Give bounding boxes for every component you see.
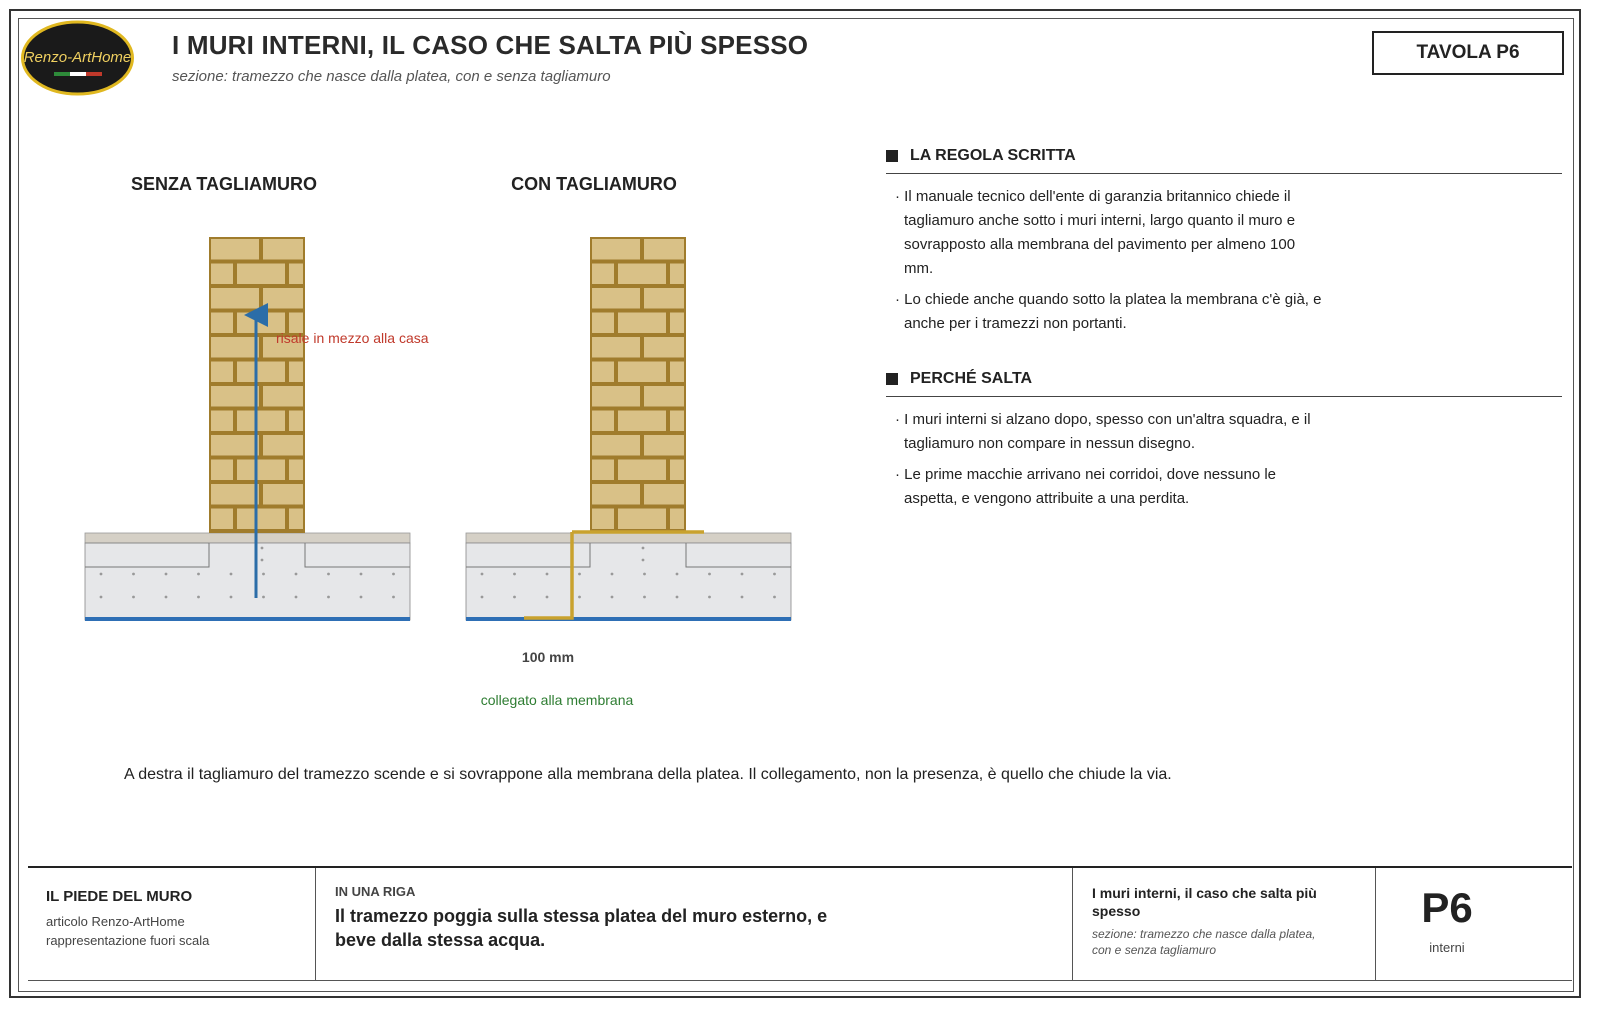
right-screed (466, 533, 791, 543)
brick (592, 435, 640, 456)
aggregate-dot (642, 547, 645, 550)
brick (289, 264, 303, 285)
brick (670, 460, 684, 481)
aggregate-dot (360, 573, 363, 576)
brick (211, 313, 233, 334)
section-heading-text: PERCHÉ SALTA (910, 370, 1033, 387)
bullet-item: · I muri interni si alzano dopo, spesso con un'altra squadra, e il tagliamuro non compare in nessun disegno. (895, 411, 1311, 452)
brick (263, 435, 303, 456)
brick (263, 288, 303, 309)
brick (592, 337, 640, 358)
brick (289, 411, 303, 432)
brick (263, 484, 303, 505)
page-title: I MURI INTERNI, IL CASO CHE SALTA PIÙ SPESSO (172, 30, 809, 60)
aggregate-dot (578, 573, 581, 576)
brick (670, 362, 684, 383)
aggregate-dot (262, 596, 265, 599)
brick (592, 362, 614, 383)
section-rule (886, 396, 1562, 397)
bullet-item: · Le prime macchie arrivano nei corridoi, dove nessuno le aspetta, e vengono attribuite a una perdita. (895, 466, 1277, 507)
brick (670, 264, 684, 285)
aggregate-dot (676, 596, 679, 599)
footer-divider (1072, 868, 1073, 980)
dimension-label: 100 mm (521, 649, 575, 665)
aggregate-dot (165, 573, 168, 576)
logo-text: Renzo-ArtHome (23, 49, 132, 66)
brick (618, 362, 666, 383)
aggregate-dot (481, 596, 484, 599)
aggregate-dot (165, 596, 168, 599)
why-bullets (886, 408, 1326, 518)
brick (211, 264, 233, 285)
footer-sheet-category: interni (1429, 940, 1465, 955)
aggregate-dot (197, 596, 200, 599)
aggregate-dot (773, 573, 776, 576)
footer-divider (315, 868, 316, 980)
aggregate-dot (392, 596, 395, 599)
brick (211, 288, 259, 309)
aggregate-dot (197, 573, 200, 576)
footer-series-title: IL PIEDE DEL MURO (46, 888, 193, 905)
footer-oneliner-label: IN UNA RIGA (335, 884, 416, 899)
right-brick-wall (590, 237, 686, 533)
aggregate-dot (708, 596, 711, 599)
aggregate-dot (295, 596, 298, 599)
link-label: collegato alla membrana (480, 692, 634, 708)
brick (670, 313, 684, 334)
brick (644, 288, 684, 309)
brick (211, 362, 233, 383)
footer-sheet-title: I muri interni, il caso che salta più spesso (1092, 885, 1317, 919)
brick (211, 386, 259, 407)
rule-bullets (886, 185, 1326, 343)
page-subtitle: sezione: tramezzo che nasce dalla platea, con e senza tagliamuro (172, 68, 611, 85)
aggregate-dot (392, 573, 395, 576)
section-heading-rule (886, 147, 1076, 165)
section-heading-text: LA REGOLA SCRITTA (910, 147, 1076, 164)
aggregate-dot (481, 573, 484, 576)
heading-square-icon (886, 150, 898, 162)
brick (592, 509, 614, 530)
aggregate-dot (611, 573, 614, 576)
brick (592, 239, 640, 260)
brick (289, 362, 303, 383)
aggregate-dot (100, 573, 103, 576)
brick (592, 264, 614, 285)
aggregate-dot (546, 573, 549, 576)
aggregate-dot (611, 596, 614, 599)
aggregate-dot (327, 573, 330, 576)
aggregate-dot (132, 573, 135, 576)
brick (618, 411, 666, 432)
aggregate-dot (100, 596, 103, 599)
brick (237, 509, 285, 530)
brick (237, 411, 285, 432)
aggregate-dot (676, 573, 679, 576)
brick (237, 460, 285, 481)
footer-title-block (28, 866, 1572, 981)
brick (263, 386, 303, 407)
footer-sheet-code: P6 (1421, 884, 1473, 931)
brick (237, 264, 285, 285)
tavola-badge: TAVOLA P6 (1372, 31, 1564, 75)
brick (644, 435, 684, 456)
brick (592, 484, 640, 505)
diagram-caption: A destra il tagliamuro del tramezzo scende e si sovrappone alla membrana della platea. Il collegamento, non la presenza, è quello che chiude la via. (124, 766, 1172, 783)
aggregate-dot (230, 573, 233, 576)
brick (618, 313, 666, 334)
brick (211, 239, 259, 260)
heading-square-icon (886, 373, 898, 385)
brick (211, 460, 233, 481)
aggregate-dot (261, 547, 264, 550)
aggregate-dot (261, 559, 264, 562)
brick (211, 337, 259, 358)
section-rule (886, 173, 1562, 174)
brick (289, 460, 303, 481)
brick (211, 435, 259, 456)
aggregate-dot (132, 596, 135, 599)
aggregate-dot (513, 596, 516, 599)
section-diagram (0, 0, 860, 740)
brick (211, 411, 233, 432)
brick (211, 484, 259, 505)
footer-oneliner-text: Il tramezzo poggia sulla stessa platea del muro esterno, e beve dalla stessa acqua. (335, 906, 828, 950)
bullet-item: · Lo chiede anche quando sotto la platea la membrana c'è già, e anche per i tramezzi non portanti. (895, 291, 1322, 332)
right-slab (466, 543, 791, 620)
brick (644, 239, 684, 260)
aggregate-dot (295, 573, 298, 576)
aggregate-dot (643, 573, 646, 576)
left-slab (85, 543, 410, 620)
brick (644, 337, 684, 358)
footer-divider (1375, 868, 1376, 980)
aggregate-dot (230, 596, 233, 599)
footer-article-line: articolo Renzo-ArtHome (46, 914, 185, 929)
brick (644, 386, 684, 407)
aggregate-dot (741, 573, 744, 576)
brick (618, 509, 666, 530)
bullet-item: · Il manuale tecnico dell'ente di garanzia britannico chiede il tagliamuro anche sotto i muri interni, largo quanto il muro e sovrapposto alla membrana del pavimento per almeno 100 mm. (895, 188, 1296, 277)
aggregate-dot (741, 596, 744, 599)
left-screed (85, 533, 410, 543)
aggregate-dot (262, 573, 265, 576)
brick (592, 411, 614, 432)
brick (670, 509, 684, 530)
brick (237, 362, 285, 383)
brick (670, 411, 684, 432)
brick (618, 264, 666, 285)
aggregate-dot (773, 596, 776, 599)
aggregate-dot (360, 596, 363, 599)
brick (592, 460, 614, 481)
aggregate-dot (546, 596, 549, 599)
brick (211, 509, 233, 530)
brick (592, 386, 640, 407)
right-diagram-title: CON TAGLIAMURO (511, 174, 677, 194)
left-membrane (85, 617, 410, 621)
aggregate-dot (643, 596, 646, 599)
left-section (85, 237, 429, 621)
brick (592, 313, 614, 334)
aggregate-dot (708, 573, 711, 576)
brick (263, 239, 303, 260)
footer-scale-note: rappresentazione fuori scala (46, 933, 210, 948)
left-diagram-title: SENZA TAGLIAMURO (131, 174, 317, 194)
aggregate-dot (513, 573, 516, 576)
brick (644, 484, 684, 505)
brick (289, 509, 303, 530)
footer-sheet-subtitle: sezione: tramezzo che nasce dalla platea, con e senza tagliamuro (1092, 927, 1316, 957)
right-section (466, 237, 791, 708)
aggregate-dot (327, 596, 330, 599)
rise-label: risale in mezzo alla casa (276, 330, 429, 346)
brick (592, 288, 640, 309)
aggregate-dot (642, 559, 645, 562)
section-heading-why (886, 370, 1032, 388)
right-membrane (466, 617, 791, 621)
brick (618, 460, 666, 481)
aggregate-dot (578, 596, 581, 599)
